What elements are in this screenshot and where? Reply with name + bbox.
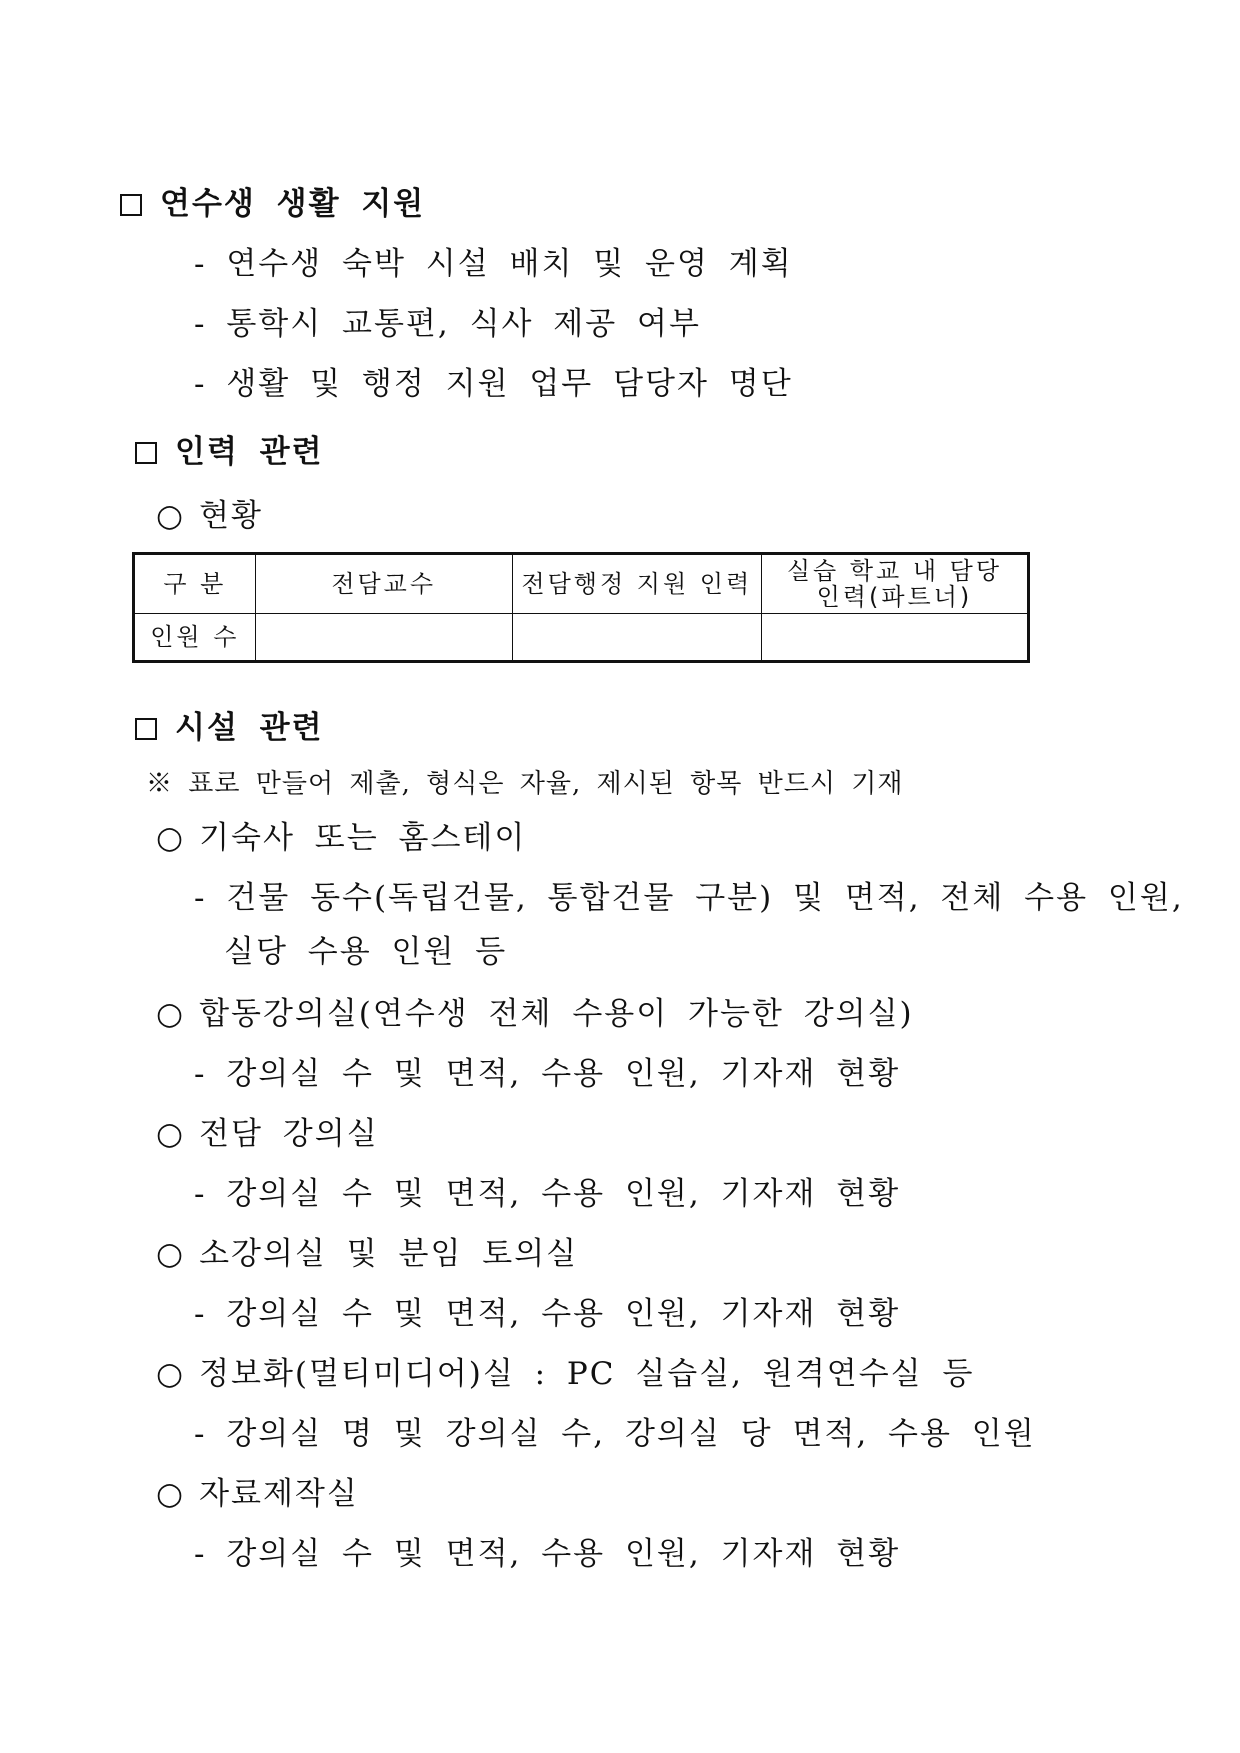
list-item: - 생활 및 행정 지원 업무 담당자 명단 — [194, 366, 793, 402]
facility-label: 합동강의실(연수생 전체 수용이 가능한 강의실) — [199, 996, 914, 1032]
circle-bullet-icon: ○ — [156, 1476, 186, 1512]
list-item: - 연수생 숙박 시설 배치 및 운영 계획 — [194, 246, 793, 282]
personnel-table — [132, 552, 1030, 663]
table-header-cell: 전담행정 지원 인력 — [512, 554, 761, 614]
table-cell — [255, 614, 512, 662]
circle-bullet-icon: ○ — [156, 498, 186, 534]
section-heading-personnel — [135, 432, 324, 472]
checkbox-icon — [135, 718, 157, 740]
table-cell — [512, 614, 761, 662]
checkbox-icon — [120, 194, 142, 216]
sub-heading-status — [156, 496, 263, 536]
facility-label: 소강의실 및 분임 토의실 — [199, 1236, 579, 1272]
facility-detail: - 건물 동수(독립건물, 통합건물 구분) 및 면적, 전체 수용 인원, — [194, 880, 1184, 916]
facility-detail: - 강의실 수 및 면적, 수용 인원, 기자재 현황 — [194, 1296, 901, 1332]
circle-bullet-icon: ○ — [156, 996, 186, 1032]
section-title: 시설 관련 — [175, 710, 324, 746]
circle-bullet-icon: ○ — [156, 820, 186, 856]
circle-bullet-icon: ○ — [156, 1116, 186, 1152]
section-heading-student-life — [120, 184, 425, 224]
table-header-cell — [761, 554, 1028, 614]
section-title: 연수생 생활 지원 — [160, 186, 426, 222]
facility-label: 전담 강의실 — [199, 1116, 379, 1152]
section-title: 인력 관련 — [175, 434, 324, 470]
facility-label: 기숙사 또는 홈스테이 — [199, 820, 527, 856]
circle-bullet-icon: ○ — [156, 1236, 186, 1272]
section-note: ※ 표로 만들어 제출, 형식은 자율, 제시된 항목 반드시 기재 — [146, 769, 904, 799]
table-row — [134, 614, 1029, 662]
facility-detail: 실당 수용 인원 등 — [224, 934, 508, 970]
table-header-line: 인력(파트너) — [816, 583, 973, 611]
facility-item — [156, 994, 914, 1034]
facility-item — [156, 1114, 379, 1154]
facility-item — [156, 1474, 359, 1514]
sub-heading-label: 현황 — [199, 498, 263, 534]
checkbox-icon — [135, 442, 157, 464]
table-header-cell: 전담교수 — [255, 554, 512, 614]
facility-detail: - 강의실 명 및 강의실 수, 강의실 당 면적, 수용 인원 — [194, 1416, 1036, 1452]
facility-item — [156, 1354, 974, 1394]
facility-detail: - 강의실 수 및 면적, 수용 인원, 기자재 현황 — [194, 1176, 901, 1212]
table-row-label: 인원 수 — [134, 614, 256, 662]
list-item: - 통학시 교통편, 식사 제공 여부 — [194, 306, 701, 342]
section-heading-facilities — [135, 708, 324, 748]
table-header-row — [134, 554, 1029, 614]
table-header-cell: 구 분 — [134, 554, 256, 614]
facility-detail: - 강의실 수 및 면적, 수용 인원, 기자재 현황 — [194, 1056, 901, 1092]
facility-label: 자료제작실 — [199, 1476, 359, 1512]
table-header-line: 실습 학교 내 담당 — [786, 557, 1003, 585]
circle-bullet-icon: ○ — [156, 1356, 186, 1392]
facility-detail: - 강의실 수 및 면적, 수용 인원, 기자재 현황 — [194, 1536, 901, 1572]
facility-label: 정보화(멀티미디어)실 : PC 실습실, 원격연수실 등 — [199, 1356, 975, 1392]
facility-item — [156, 818, 526, 858]
table-cell — [761, 614, 1028, 662]
facility-item — [156, 1234, 578, 1274]
